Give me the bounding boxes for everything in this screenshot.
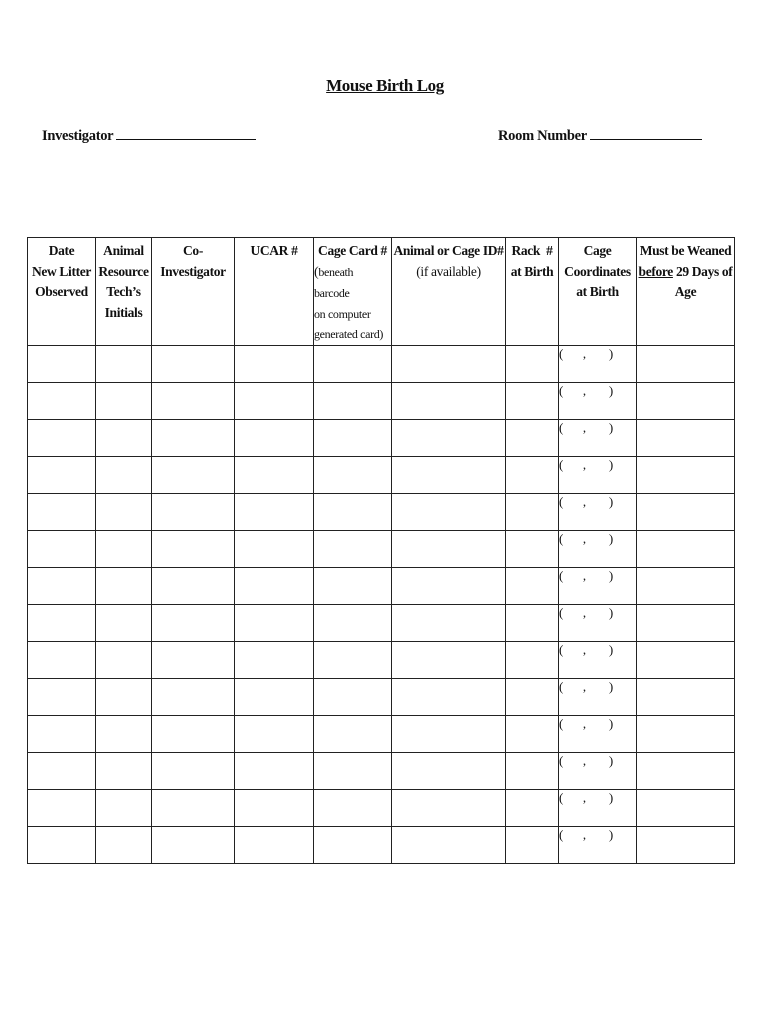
birth-log-table — [27, 237, 735, 864]
rack-cell[interactable] — [506, 530, 559, 567]
table-row — [28, 678, 735, 715]
tech-initials-cell[interactable] — [96, 826, 152, 863]
animal-id-cell[interactable] — [392, 789, 506, 826]
ucar-cell[interactable] — [235, 826, 314, 863]
ucar-cell[interactable] — [235, 641, 314, 678]
tech-initials-cell[interactable] — [96, 641, 152, 678]
header-weaned: Must be Weaned before 29 Days of Age — [637, 238, 735, 346]
rack-cell[interactable] — [506, 604, 559, 641]
cage-coordinates-cell[interactable]: ( , ) — [559, 493, 637, 530]
log-body — [28, 345, 735, 863]
weaned-cell[interactable] — [637, 567, 735, 604]
animal-id-cell[interactable] — [392, 715, 506, 752]
coinvestigator-cell[interactable] — [152, 345, 235, 382]
animal-id-cell[interactable] — [392, 752, 506, 789]
cage-card-cell[interactable] — [314, 382, 392, 419]
cage-coordinates-cell[interactable]: ( , ) — [559, 752, 637, 789]
investigator-field — [42, 126, 256, 145]
date-cell[interactable] — [28, 567, 96, 604]
coinvestigator-cell[interactable] — [152, 826, 235, 863]
date-cell[interactable] — [28, 604, 96, 641]
cage-card-cell[interactable] — [314, 419, 392, 456]
ucar-cell[interactable] — [235, 382, 314, 419]
header-tech-initials: Animal Resource Tech’s Initials — [96, 238, 152, 346]
cage-card-cell[interactable] — [314, 567, 392, 604]
room-number-field — [498, 126, 702, 145]
ucar-cell[interactable] — [235, 789, 314, 826]
rack-cell[interactable] — [506, 678, 559, 715]
cage-coordinates-cell[interactable]: ( , ) — [559, 382, 637, 419]
date-cell[interactable] — [28, 419, 96, 456]
date-cell[interactable] — [28, 382, 96, 419]
table-row — [28, 530, 735, 567]
table-row — [28, 789, 735, 826]
rack-cell[interactable] — [506, 752, 559, 789]
rack-cell[interactable] — [506, 493, 559, 530]
title-text: Mouse Birth Log — [326, 76, 444, 95]
rack-cell[interactable] — [506, 715, 559, 752]
table-row — [28, 493, 735, 530]
page-title — [0, 76, 770, 96]
table-row — [28, 715, 735, 752]
date-cell[interactable] — [28, 493, 96, 530]
table-row — [28, 826, 735, 863]
animal-id-cell[interactable] — [392, 530, 506, 567]
rack-cell[interactable] — [506, 567, 559, 604]
tech-initials-cell[interactable] — [96, 604, 152, 641]
coinvestigator-cell[interactable] — [152, 752, 235, 789]
coinvestigator-cell[interactable] — [152, 715, 235, 752]
weaned-cell[interactable] — [637, 678, 735, 715]
tech-initials-cell[interactable] — [96, 493, 152, 530]
investigator-blank[interactable] — [116, 126, 256, 140]
weaned-cell[interactable] — [637, 382, 735, 419]
coinvestigator-cell[interactable] — [152, 789, 235, 826]
coinvestigator-cell[interactable] — [152, 493, 235, 530]
coinvestigator-cell[interactable] — [152, 604, 235, 641]
ucar-cell[interactable] — [235, 567, 314, 604]
tech-initials-cell[interactable] — [96, 530, 152, 567]
animal-id-cell[interactable] — [392, 567, 506, 604]
tech-initials-cell[interactable] — [96, 678, 152, 715]
header-ucar: UCAR # — [235, 238, 314, 346]
rack-cell[interactable] — [506, 789, 559, 826]
coinvestigator-cell[interactable] — [152, 530, 235, 567]
tech-initials-cell[interactable] — [96, 752, 152, 789]
tech-initials-cell[interactable] — [96, 456, 152, 493]
weaned-cell[interactable] — [637, 752, 735, 789]
weaned-cell[interactable] — [637, 456, 735, 493]
cage-card-cell[interactable] — [314, 826, 392, 863]
animal-id-cell[interactable] — [392, 678, 506, 715]
coinvestigator-cell[interactable] — [152, 678, 235, 715]
date-cell[interactable] — [28, 752, 96, 789]
rack-cell[interactable] — [506, 382, 559, 419]
rack-cell[interactable] — [506, 456, 559, 493]
cage-card-cell[interactable] — [314, 493, 392, 530]
animal-id-cell[interactable] — [392, 345, 506, 382]
rack-cell[interactable] — [506, 826, 559, 863]
header-coinvestigator: Co-Investigator — [152, 238, 235, 346]
rack-cell[interactable] — [506, 345, 559, 382]
date-cell[interactable] — [28, 826, 96, 863]
date-cell[interactable] — [28, 641, 96, 678]
ucar-cell[interactable] — [235, 530, 314, 567]
cage-coordinates-cell[interactable]: ( , ) — [559, 456, 637, 493]
tech-initials-cell[interactable] — [96, 345, 152, 382]
rack-cell[interactable] — [506, 419, 559, 456]
animal-id-cell[interactable] — [392, 456, 506, 493]
header-cage-coordinates: Cage Coordinates at Birth — [559, 238, 637, 346]
animal-id-cell[interactable] — [392, 826, 506, 863]
tech-initials-cell[interactable] — [96, 567, 152, 604]
animal-id-cell[interactable] — [392, 641, 506, 678]
cage-coordinates-cell[interactable]: ( , ) — [559, 678, 637, 715]
table-row — [28, 641, 735, 678]
cage-card-cell[interactable] — [314, 345, 392, 382]
weaned-cell[interactable] — [637, 789, 735, 826]
date-cell[interactable] — [28, 530, 96, 567]
coinvestigator-cell[interactable] — [152, 641, 235, 678]
header-rack: Rack # at Birth — [506, 238, 559, 346]
cage-coordinates-cell[interactable]: ( , ) — [559, 530, 637, 567]
weaned-cell[interactable] — [637, 641, 735, 678]
ucar-cell[interactable] — [235, 419, 314, 456]
weaned-cell[interactable] — [637, 345, 735, 382]
table-row — [28, 419, 735, 456]
ucar-cell[interactable] — [235, 493, 314, 530]
cage-coordinates-cell[interactable]: ( , ) — [559, 567, 637, 604]
table-row — [28, 604, 735, 641]
animal-id-cell[interactable] — [392, 604, 506, 641]
coinvestigator-cell[interactable] — [152, 419, 235, 456]
cage-coordinates-cell[interactable]: ( , ) — [559, 604, 637, 641]
animal-id-cell[interactable] — [392, 419, 506, 456]
date-cell[interactable] — [28, 715, 96, 752]
cage-card-cell[interactable] — [314, 530, 392, 567]
cage-coordinates-cell[interactable]: ( , ) — [559, 641, 637, 678]
coinvestigator-cell[interactable] — [152, 567, 235, 604]
tech-initials-cell[interactable] — [96, 715, 152, 752]
date-cell[interactable] — [28, 678, 96, 715]
cage-coordinates-cell[interactable]: ( , ) — [559, 419, 637, 456]
investigator-label: Investigator — [42, 128, 114, 144]
ucar-cell[interactable] — [235, 678, 314, 715]
cage-card-cell[interactable] — [314, 789, 392, 826]
tech-initials-cell[interactable] — [96, 382, 152, 419]
animal-id-cell[interactable] — [392, 382, 506, 419]
weaned-cell[interactable] — [637, 493, 735, 530]
date-cell[interactable] — [28, 789, 96, 826]
header-date: Date New Litter Observed — [28, 238, 96, 346]
header-animal-id: Animal or Cage ID# (if available) — [392, 238, 506, 346]
tech-initials-cell[interactable] — [96, 789, 152, 826]
cage-card-cell[interactable] — [314, 641, 392, 678]
coinvestigator-cell[interactable] — [152, 456, 235, 493]
table-row — [28, 382, 735, 419]
rack-cell[interactable] — [506, 641, 559, 678]
cage-card-cell[interactable] — [314, 604, 392, 641]
table-row — [28, 345, 735, 382]
weaned-cell[interactable] — [637, 715, 735, 752]
animal-id-cell[interactable] — [392, 493, 506, 530]
table-row — [28, 752, 735, 789]
header-row — [28, 238, 735, 346]
cage-coordinates-cell[interactable]: ( , ) — [559, 715, 637, 752]
cage-coordinates-cell[interactable]: ( , ) — [559, 345, 637, 382]
room-number-blank[interactable] — [590, 126, 702, 140]
weaned-cell[interactable] — [637, 826, 735, 863]
table-row — [28, 456, 735, 493]
cage-card-cell[interactable] — [314, 752, 392, 789]
ucar-cell[interactable] — [235, 456, 314, 493]
cage-card-cell[interactable] — [314, 715, 392, 752]
cage-coordinates-cell[interactable]: ( , ) — [559, 826, 637, 863]
ucar-cell[interactable] — [235, 604, 314, 641]
ucar-cell[interactable] — [235, 715, 314, 752]
cage-card-cell[interactable] — [314, 678, 392, 715]
weaned-cell[interactable] — [637, 530, 735, 567]
weaned-cell[interactable] — [637, 419, 735, 456]
ucar-cell[interactable] — [235, 345, 314, 382]
table-row — [28, 567, 735, 604]
cage-coordinates-cell[interactable]: ( , ) — [559, 789, 637, 826]
cage-card-cell[interactable] — [314, 456, 392, 493]
tech-initials-cell[interactable] — [96, 419, 152, 456]
ucar-cell[interactable] — [235, 752, 314, 789]
coinvestigator-cell[interactable] — [152, 382, 235, 419]
date-cell[interactable] — [28, 456, 96, 493]
room-number-label: Room Number — [498, 128, 587, 144]
header-cage-card: Cage Card # (beneath barcode on computer generated card) — [314, 238, 392, 346]
weaned-cell[interactable] — [637, 604, 735, 641]
date-cell[interactable] — [28, 345, 96, 382]
